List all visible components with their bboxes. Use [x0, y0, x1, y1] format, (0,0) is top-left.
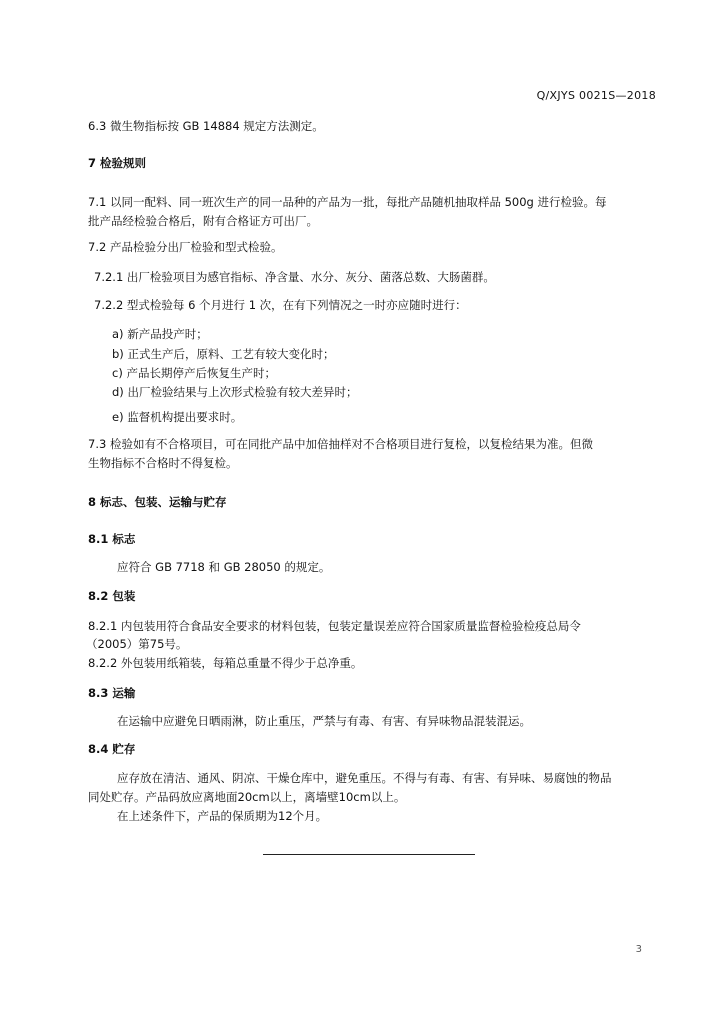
- list-item-e: e) 监督机构提出要求时。: [112, 410, 243, 424]
- clause-8-1-body: 应符合 GB 7718 和 GB 28050 的规定。: [117, 560, 331, 574]
- clause-8-2-title: 8.2 包装: [88, 589, 136, 603]
- document-code: Q/XJYS 0021S—2018: [536, 89, 656, 102]
- list-item-c: c) 产品长期停产后恢复生产时；: [112, 366, 276, 380]
- page-number: 3: [635, 944, 642, 955]
- section-8-title: 8 标志、包装、运输与贮存: [88, 495, 227, 509]
- list-item-d: d) 出厂检验结果与上次形式检验有较大差异时；: [112, 385, 358, 399]
- clause-7-1-line-1: 7.1 以同一配料、同一班次生产的同一品种的产品为一批，每批产品随机抽取样品 500g 进行检验。每: [88, 195, 607, 209]
- clause-8-4-body-line-3: 在上述条件下，产品的保质期为12个月。: [117, 809, 328, 823]
- section-7-title: 7 检验规则: [88, 156, 147, 170]
- clause-8-2-2: 8.2.2 外包装用纸箱装，每箱总重量不得少于总净重。: [88, 656, 363, 670]
- clause-8-2-1-line-2: （2005）第75号。: [86, 637, 188, 651]
- clause-8-3-body: 在运输中应避免日晒雨淋，防止重压，严禁与有毒、有害、有异味物品混装混运。: [117, 714, 531, 728]
- clause-8-1-title: 8.1 标志: [88, 532, 136, 546]
- list-item-a: a) 新产品投产时；: [112, 327, 208, 341]
- clause-8-4-body-line-2: 同处贮存。产品码放应离地面20cm以上，离墙壁10cm以上。: [88, 790, 406, 804]
- clause-7-2-2: 7.2.2 型式检验每 6 个月进行 1 次，在有下列情况之一时亦应随时进行：: [94, 298, 467, 312]
- clause-6-3: 6.3 微生物指标按 GB 14884 规定方法测定。: [88, 119, 324, 133]
- clause-7-3-line-1: 7.3 检验如有不合格项目，可在同批产品中加倍抽样对不合格项目进行复检，以复检结果为准。但微: [88, 437, 593, 451]
- end-rule: [263, 854, 475, 855]
- clause-8-4-title: 8.4 贮存: [88, 742, 136, 756]
- clause-8-2-1-line-1: 8.2.1 内包装用符合食品安全要求的材料包装，包装定量误差应符合国家质量监督检验检疫总局令: [88, 619, 581, 633]
- list-item-b: b) 正式生产后，原料、工艺有较大变化时；: [112, 347, 335, 361]
- clause-7-1-line-2: 批产品经检验合格后，附有合格证方可出厂。: [88, 214, 318, 228]
- clause-7-3-line-2: 生物指标不合格时不得复检。: [88, 456, 238, 470]
- clause-8-4-body-line-1: 应存放在清洁、通风、阴凉、干燥仓库中，避免重压。不得与有毒、有害、有异味、易腐蚀的物品: [117, 771, 612, 785]
- clause-7-2-1: 7.2.1 出厂检验项目为感官指标、净含量、水分、灰分、菌落总数、大肠菌群。: [94, 270, 495, 284]
- clause-7-2: 7.2 产品检验分出厂检验和型式检验。: [88, 240, 283, 254]
- clause-8-3-title: 8.3 运输: [88, 686, 136, 700]
